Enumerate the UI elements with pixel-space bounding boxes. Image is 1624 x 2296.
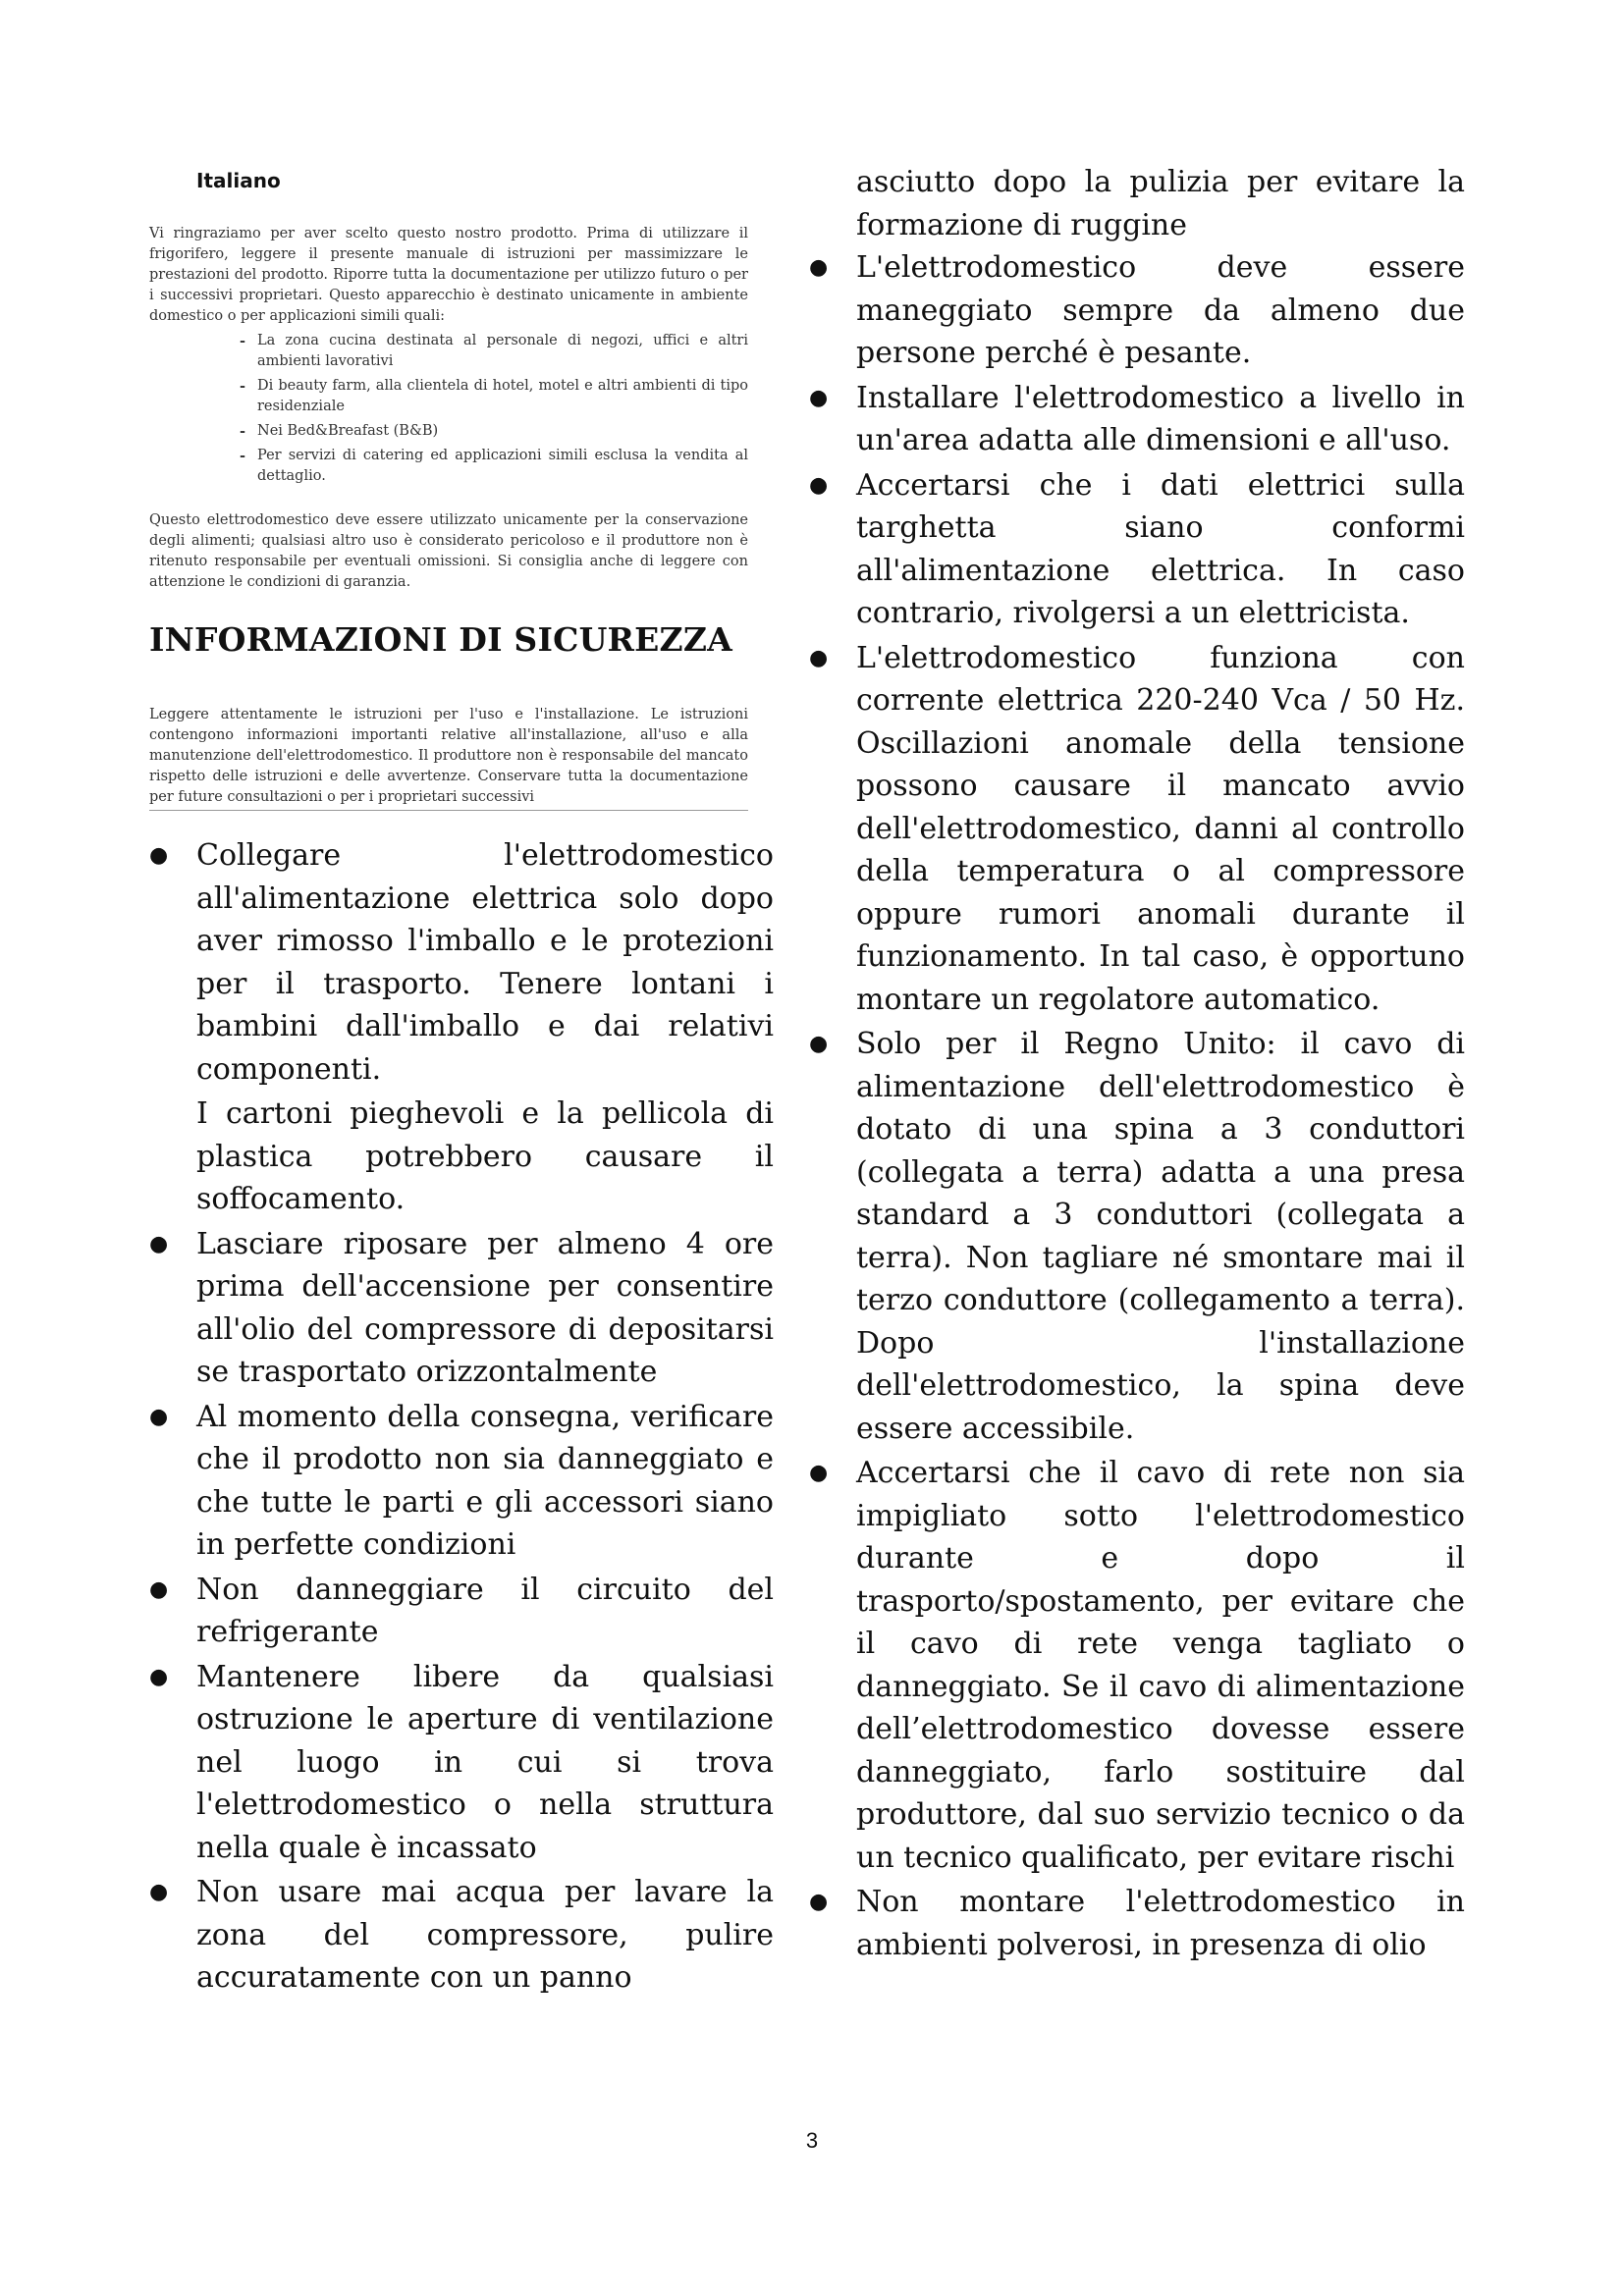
bullet-icon: ● <box>149 1664 169 1689</box>
safety-intro: Leggere attentamente le istruzioni per l'uso e l'installazione. Le istruzioni contengono informazioni importanti relative all'installazione, all'uso e alla manutenzione dell'elettrodomestico. Il produttore non è responsabile del mancato rispetto delle istruzioni e delle avvertenze. Conservare tutta la documentazione per future consultazioni o per i proprietari successivi <box>149 707 748 805</box>
bullet-icon: ● <box>809 1032 829 1056</box>
list-item: ● Collegare l'elettrodomestico all'alimentazione elettrica solo dopo aver rimosso l'imballo e le protezioni per il trasporto. Tenere lontani i bambini dall'imballo e dai relativi componenti. <box>149 834 774 1091</box>
list-item: ● Accertarsi che il cavo di rete non sia impigliato sotto l'elettrodomestico durante e dopo il trasporto/spostamento, per evitare che il cavo di rete venga tagliato o danneggiato. Se il cavo di alimentazione dell’elettrodomestico dovesse essere danneggiato, farlo sostituire dal produttore, dal suo servizio tecnico o da un tecnico qualificato, per evitare rischi <box>809 1452 1465 1879</box>
left-bullet-section <box>149 834 774 2002</box>
list-item-note: I cartoni pieghevoli e la pellicola di plastica potrebbero causare il soffocamento. <box>196 1096 774 1216</box>
intro-list-item: - Nei Bed&Breafast (B&B) <box>240 421 748 442</box>
list-item: ● Mantenere libere da qualsiasi ostruzione le aperture di ventilazione nel luogo in cui si trova l'elettrodomestico o nella struttura nella quale è incassato <box>149 1656 774 1870</box>
divider <box>149 810 748 811</box>
right-bullet-section <box>809 161 1465 1968</box>
language-heading: Italiano <box>196 169 281 192</box>
list-item: ● Accertarsi che i dati elettrici sulla targhetta siano conformi all'alimentazione elettrica. In caso contrario, rivolgersi a un elettricista. <box>809 464 1465 635</box>
bullet-icon: ● <box>149 1576 169 1602</box>
intro-section <box>149 224 748 593</box>
bullet-icon: ● <box>149 1231 169 1256</box>
list-item: ● Non usare mai acqua per lavare la zona del compressore, pulire accuratamente con un panno <box>149 1871 774 2000</box>
list-item: ● Al momento della consegna, verificare che il prodotto non sia danneggiato e che tutte le parti e gli accessori siano in perfette condizioni <box>149 1396 774 1567</box>
intro-list-item: - Di beauty farm, alla clientela di hotel, motel e altri ambienti di tipo residenziale <box>240 376 748 417</box>
safety-bullets-right <box>809 246 1465 1966</box>
list-item: ● Lasciare riposare per almeno 4 ore prima dell'accensione per consentire all'olio del compressore di depositarsi se trasportato orizzontalmente <box>149 1223 774 1394</box>
intro-paragraph: Vi ringraziamo per aver scelto questo nostro prodotto. Prima di utilizzare il frigorifero, leggere il presente manuale di istruzioni per massimizzare le prestazioni del prodotto. Riporre tutta la documentazione per utilizzo futuro o per i successivi proprietari. Questo apparecchio è destinato unicamente in ambiente domestico o per applicazioni simili quali: <box>149 226 748 324</box>
safety-bullets-left <box>149 834 774 2000</box>
intro-list-item: - Per servizi di catering ed applicazioni simili esclusa la vendita al dettaglio. <box>240 446 748 487</box>
continued-text: asciutto dopo la pulizia per evitare la formazione di ruggine <box>856 165 1465 242</box>
bullet-icon: ● <box>809 385 829 410</box>
list-item: ● Solo per il Regno Unito: il cavo di alimentazione dell'elettrodomestico è dotato di una spina a 3 conduttori (collegata a terra) adatta a una presa standard a 3 conduttori (collegata a terra). Non tagliare né smontare mai il terzo conduttore (collegamento a terra). Dopo l'installazione dell'elettrodomestico, la spina deve essere accessibile. <box>809 1023 1465 1450</box>
list-item: ● L'elettrodomestico funziona con corrente elettrica 220-240 Vca / 50 Hz. Oscillazioni anomale della tensione possono causare il mancato avvio dell'elettrodomestico, danni al controllo della temperatura o al compressore oppure rumori anomali durante il funzionamento. In tal caso, è opportuno montare un regolatore automatico. <box>809 637 1465 1022</box>
intro-list-item: - La zona cucina destinata al personale di negozi, uffici e altri ambienti lavorativi <box>240 331 748 372</box>
list-item: ● L'elettrodomestico deve essere maneggiato sempre da almeno due persone perché è pesante. <box>809 246 1465 375</box>
bullet-icon: ● <box>149 843 169 868</box>
bullet-icon: ● <box>809 1890 829 1914</box>
bullet-icon: ● <box>149 1880 169 1904</box>
bullet-icon: ● <box>809 1461 829 1485</box>
list-item: ● Non danneggiare il circuito del refrigerante <box>149 1569 774 1654</box>
list-item: ● Non montare l'elettrodomestico in ambienti polverosi, in presenza di olio <box>809 1881 1465 1966</box>
bullet-icon: ● <box>809 645 829 670</box>
bullet-icon: ● <box>149 1404 169 1429</box>
bullet-icon: ● <box>809 472 829 498</box>
intro-list <box>240 331 748 487</box>
list-item: ● Installare l'elettrodomestico a livello in un'area adatta alle dimensioni e all'uso. <box>809 377 1465 462</box>
page-number: 3 <box>805 2128 819 2153</box>
bullet-icon: ● <box>809 255 829 280</box>
safety-title: INFORMAZIONI DI SICUREZZA <box>149 620 732 659</box>
intro-paragraph-usage: Questo elettrodomestico deve essere utilizzato unicamente per la conservazione degli alimenti; qualsiasi altro uso è considerato pericoloso e il produttore non è ritenuto responsabile per eventuali omissioni. Si consiglia anche di leggere con attenzione le condizioni di garanzia. <box>149 512 748 590</box>
